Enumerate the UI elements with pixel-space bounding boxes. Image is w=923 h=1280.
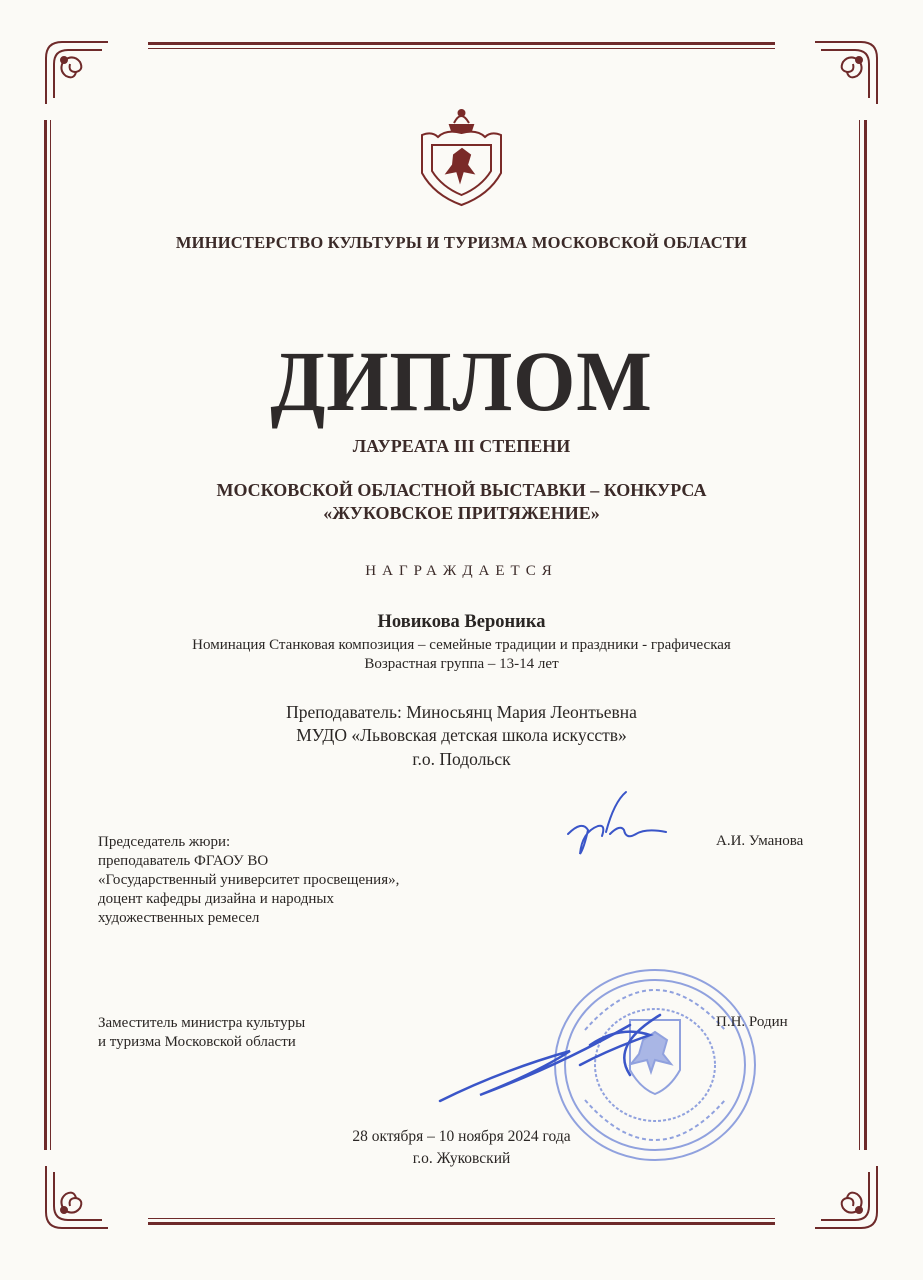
jury-line: доцент кафедры дизайна и народных bbox=[98, 891, 334, 907]
event-place: г.о. Жуковский bbox=[412, 1150, 511, 1167]
corner-ornament-icon bbox=[42, 1162, 112, 1232]
signature-icon bbox=[560, 788, 680, 863]
contest-name-line1: МОСКОВСКОЙ ОБЛАСТНОЙ ВЫСТАВКИ – КОНКУРСА bbox=[216, 480, 707, 500]
jury-signatory-name: А.И. Уманова bbox=[716, 833, 804, 849]
awarded-label: НАГРАЖДАЕТСЯ bbox=[365, 563, 558, 579]
recipient-name: Новикова Вероника bbox=[377, 612, 546, 632]
contest-name-line2: «ЖУКОВСКОЕ ПРИТЯЖЕНИЕ» bbox=[323, 503, 600, 523]
corner-ornament-icon bbox=[42, 38, 112, 108]
diploma-title: ДИПЛОМ bbox=[270, 333, 653, 429]
frame-top-line bbox=[148, 42, 775, 45]
jury-line: преподаватель ФГАОУ ВО bbox=[98, 853, 269, 869]
frame-bottom-line bbox=[148, 1222, 775, 1225]
jury-chair-block bbox=[98, 833, 399, 928]
laureate-degree: ЛАУРЕАТА III СТЕПЕНИ bbox=[352, 436, 571, 456]
frame-right-line-thin bbox=[859, 120, 860, 1150]
jury-line: Председатель жюри: bbox=[98, 834, 231, 850]
nomination: Номинация Станковая композиция – семейные традиции и праздники - графическая bbox=[192, 637, 731, 653]
deputy-signatory-name: П.Н. Родин bbox=[716, 1014, 788, 1030]
deputy-line: и туризма Московской области bbox=[98, 1034, 296, 1050]
deputy-minister-block bbox=[98, 1014, 305, 1052]
corner-ornament-icon bbox=[811, 38, 881, 108]
frame-top-line-thin bbox=[148, 48, 775, 49]
frame-left-line-thin bbox=[50, 120, 51, 1150]
jury-line: «Государственный университет просвещения», bbox=[98, 872, 400, 888]
frame-left-line bbox=[44, 120, 47, 1150]
ministry-heading: МИНИСТЕРСТВО КУЛЬТУРЫ И ТУРИЗМА МОСКОВСКОЙ ОБЛАСТИ bbox=[175, 233, 748, 252]
school: МУДО «Львовская детская школа искусств» bbox=[296, 725, 627, 745]
event-dates: 28 октября – 10 ноября 2024 года bbox=[352, 1128, 571, 1145]
jury-line: художественных ремесел bbox=[98, 910, 260, 926]
frame-right-line bbox=[864, 120, 867, 1150]
frame-bottom-line-thin bbox=[148, 1218, 775, 1219]
coat-of-arms-icon bbox=[414, 103, 509, 208]
corner-ornament-icon bbox=[811, 1162, 881, 1232]
teacher: Преподаватель: Миносьянц Мария Леонтьевна bbox=[286, 702, 637, 722]
city: г.о. Подольск bbox=[412, 749, 511, 769]
age-group: Возрастная группа – 13-14 лет bbox=[364, 656, 559, 672]
deputy-line: Заместитель министра культуры bbox=[98, 1015, 306, 1031]
signature-icon bbox=[430, 1005, 730, 1115]
